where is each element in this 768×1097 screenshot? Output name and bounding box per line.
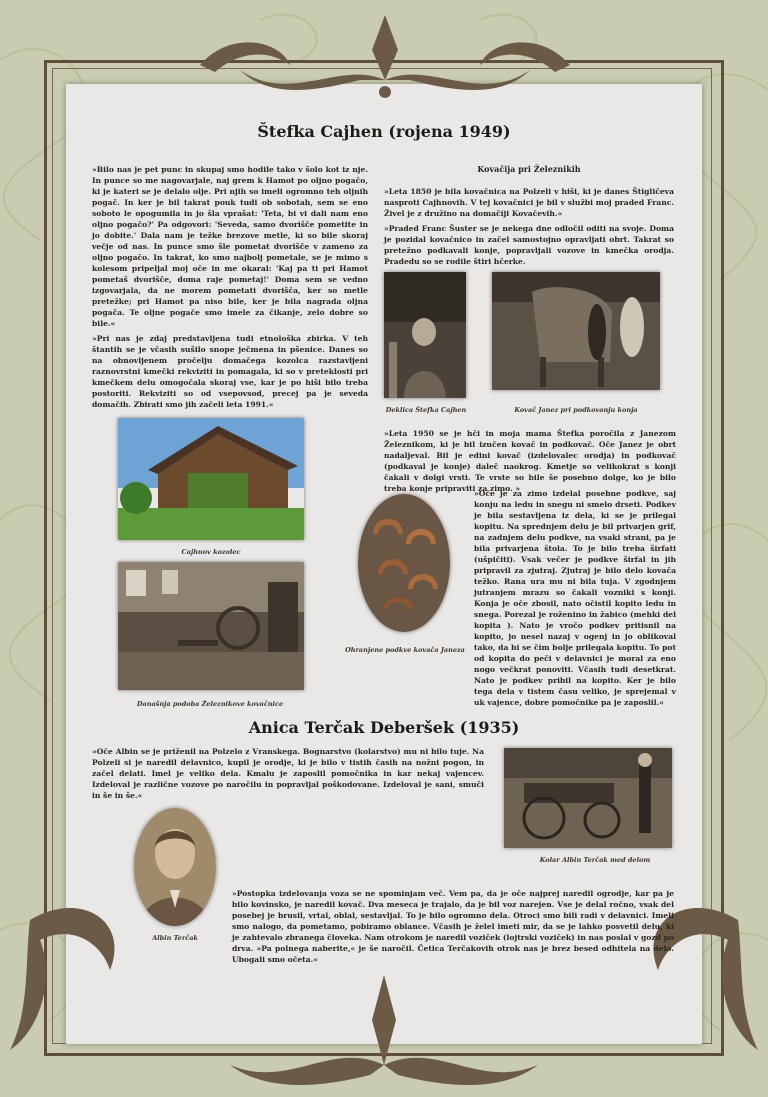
paragraph: »Leta 1850 je bila kovačnica na Polzeli v hiši, ki je danes Štigličeva nasproti Cajhnovih. V tej kovačnici je bil v službi moj praded Franc. Živel je z družino na domačiji Kovačevih.« [384, 187, 674, 218]
paragraph: »Oče je za zimo izdelal posebne podkve, saj konju na ledu in snegu ni smelo drseti. Podkev je bila sestavljena iz dela, ki se je prilegal kopitu. Na sprednjem delu je bil privarjen grif, na zadnjem delu podkve, na vsaki strani, pa je bila privarjena štola. To je bilo treba širfati (ušpičiti). Vsak večer je podkve širfal in jih pripravil za zjutraj. Zjutraj je bilo delo kovača težko. Rana ura mu ni bila tuja. V zgodnjem jutranjem mrazu so čakali vozniki s konji. Konja je oče zbosil, nato očistil kopito ledu in snega. Porezal je roženino in žabico (mehki del kopita ). Nato je vročo podkev pritisnil na kopito, jo nesel nazaj v ogenj in jo oblikoval tako, da bi se čim bolje prilegala kopitu. To pot od kopita do peči v delavnici je moral za eno nogo večkrat ponoviti. Včasih tudi desetkrat. Nato je podkev pribil na kopito. Ker je bilo tega dela v tistem času veliko, je sprejemal v uk vajence, dobre pomočnike pa je zaposlil.« [474, 489, 676, 707]
cart-caption: Kolar Albin Terčak med delom [539, 856, 651, 864]
section1-long-text [474, 488, 676, 712]
section1-right-text [384, 186, 674, 271]
paragraph: »Praded Franc Šuster se je nekega dne odločil oditi na svoje. Doma je pozidal kovačnico in začel samostojno opravljati obrt. Takrat so pretežno podkavali konje, popravljali vozove in kmečka orodja. Pradedu so se rodile štiri hčerke. [384, 224, 674, 266]
workshop-photo [118, 562, 304, 690]
section1-title: Štefka Cajhen (rojena 1949) [257, 122, 511, 141]
workshop-caption: Današnja podoba Železnikove kovačnice [136, 700, 284, 708]
top-ornament [170, 10, 600, 110]
section1-left-text [92, 164, 368, 414]
section2-intro-text [92, 746, 484, 805]
paragraph: »Bilo nas je pet punc in skupaj smo hodile tako v šolo kot iz nje. In punce so me nagovarjale, naj grem k Hamot po oljno pogačo, ki je kateri se je delalo olje. Pri njih so imeli ogromno teh oljnih pogač. In ker je bil takrat pouk tudi ob sobotah, sem se eno soboto le opogumila in jo šla vprašat: 'Teta, bi vi dali nam eno oljno pogačo?' Pa odgovori: 'Seveda, samo dvorišče pometite in jo dobite.' Dala nam je težke brezove metle, ki so bile skoraj večje od nas. In punce smo šle pometat dvorišče v zameno za oljno pogačo. In takrat, ko smo najbolj pometale, se je mimo s kolesom pripeljal moj oče in me okaral: 'Kaj pa ti pri Hamot pometaš dvorišče, doma raje pometaj!' Doma sem se vedno izgovarjala, da ne morem pometati dvorišča, ker so metle pretežke; pri Hamot pa niso bile, ker je bila nagrada oljna pogača. Te oljne pogače smo imele za čikanje, zelo dobre so bile.« [92, 165, 368, 328]
kozolec-photo [118, 418, 304, 540]
girl-photo [384, 272, 466, 398]
portrait-photo [134, 808, 216, 926]
paragraph: »Oče Albin se je priženil na Polzelo z Vranskega. Bognarstvo (kolarstvo) mu ni bilo tuje. Na Polzeli si je naredil delavnico, kupil je orodje, ki je bilo v tistih časih na nožni pogon, in začel delati. Imel je veliko dela. Kmalu je zaposlil pomočnika in kar nekaj vajencev. Izdeloval je različne vozove po naročilu in popravljal poškodovane. Izdeloval je sani, smuči in še in še.« [92, 747, 484, 800]
blacksmith-subheading: Kovačija pri Železnikih [477, 164, 581, 174]
girl-caption: Deklica Štefka Cajhen [385, 406, 467, 414]
cart-photo [504, 748, 672, 848]
smith-caption: Kovač Janez pri podkovanju konja [514, 406, 638, 414]
portrait-caption: Albin Terčak [152, 934, 198, 942]
kozolec-caption: Cajhnov kozolec [181, 548, 241, 556]
paragraph: »Leta 1950 se je hči in moja mama Štefka poročila z Janezom Železnikom, ki je bil izučen kovač in podkovač. Oče Janez je obrt nadaljeval. Bil je edini kovač (izdelovalec orodja) in podkovač (podkaval je konje) daleč naokrog. Kmetje so velikokrat s konji čakali v dolgi vrsti. Te vrste so bile še posebno dolge, ko je bilo treba konje pripraviti za zimo. » [384, 429, 676, 493]
smith-photo [492, 272, 660, 390]
paragraph: »Pri nas je zdaj predstavljena tudi etnološka zbirka. V teh štantih se je včasih sušilo snope ječmena in pšenice. Danes so na obnovljenem pročelju domačega kozolca razstavljeni raznovrstni kmečki rekviziti in pomagala, ki so v preteklosti pri kmečkem delu omogočala skoraj vse, kar je po hiši bilo treba postoriti. Rekviziti so od vsepovsod, precej pa je seveda domačih. Zbirati smo jih začeli leta 1991.« [92, 334, 368, 409]
horseshoes-photo [358, 494, 450, 632]
paragraph: »Postopka izdelovanja voza se ne spominjam več. Vem pa, da je oče najprej naredil ogrodje, kar pa je bilo kovinsko, je naredil kovač. Dva meseca je trajalo, da je bil voz narejen. Vse je delal ročno, vsak del posebej je brusil, vrtal, oblal, sestavljal. To je bilo ogromno dela. Otroci smo bili radi v delavnici. Imeli smo nalogo, da pometamo, pobiramo oblance. Včasih je želel imeti mir, da se je lahko posvetil delu, ki je zahtevalo zbranega človeka. Nam otrokom je naredil voziček (lojtrski voziček) in nas poslal v gozd po drva. »Pa polnega naberite,« je še naročil. Četica Terčakovih otrok nas je brez besed odhitela na delo. Ubogali smo očeta.« [232, 889, 674, 964]
section2-story-text [232, 888, 674, 969]
section2-title: Anica Terčak Deberšek (1935) [248, 718, 520, 737]
horseshoes-caption: Ohranjene podkve kovača Janeza [345, 646, 465, 654]
